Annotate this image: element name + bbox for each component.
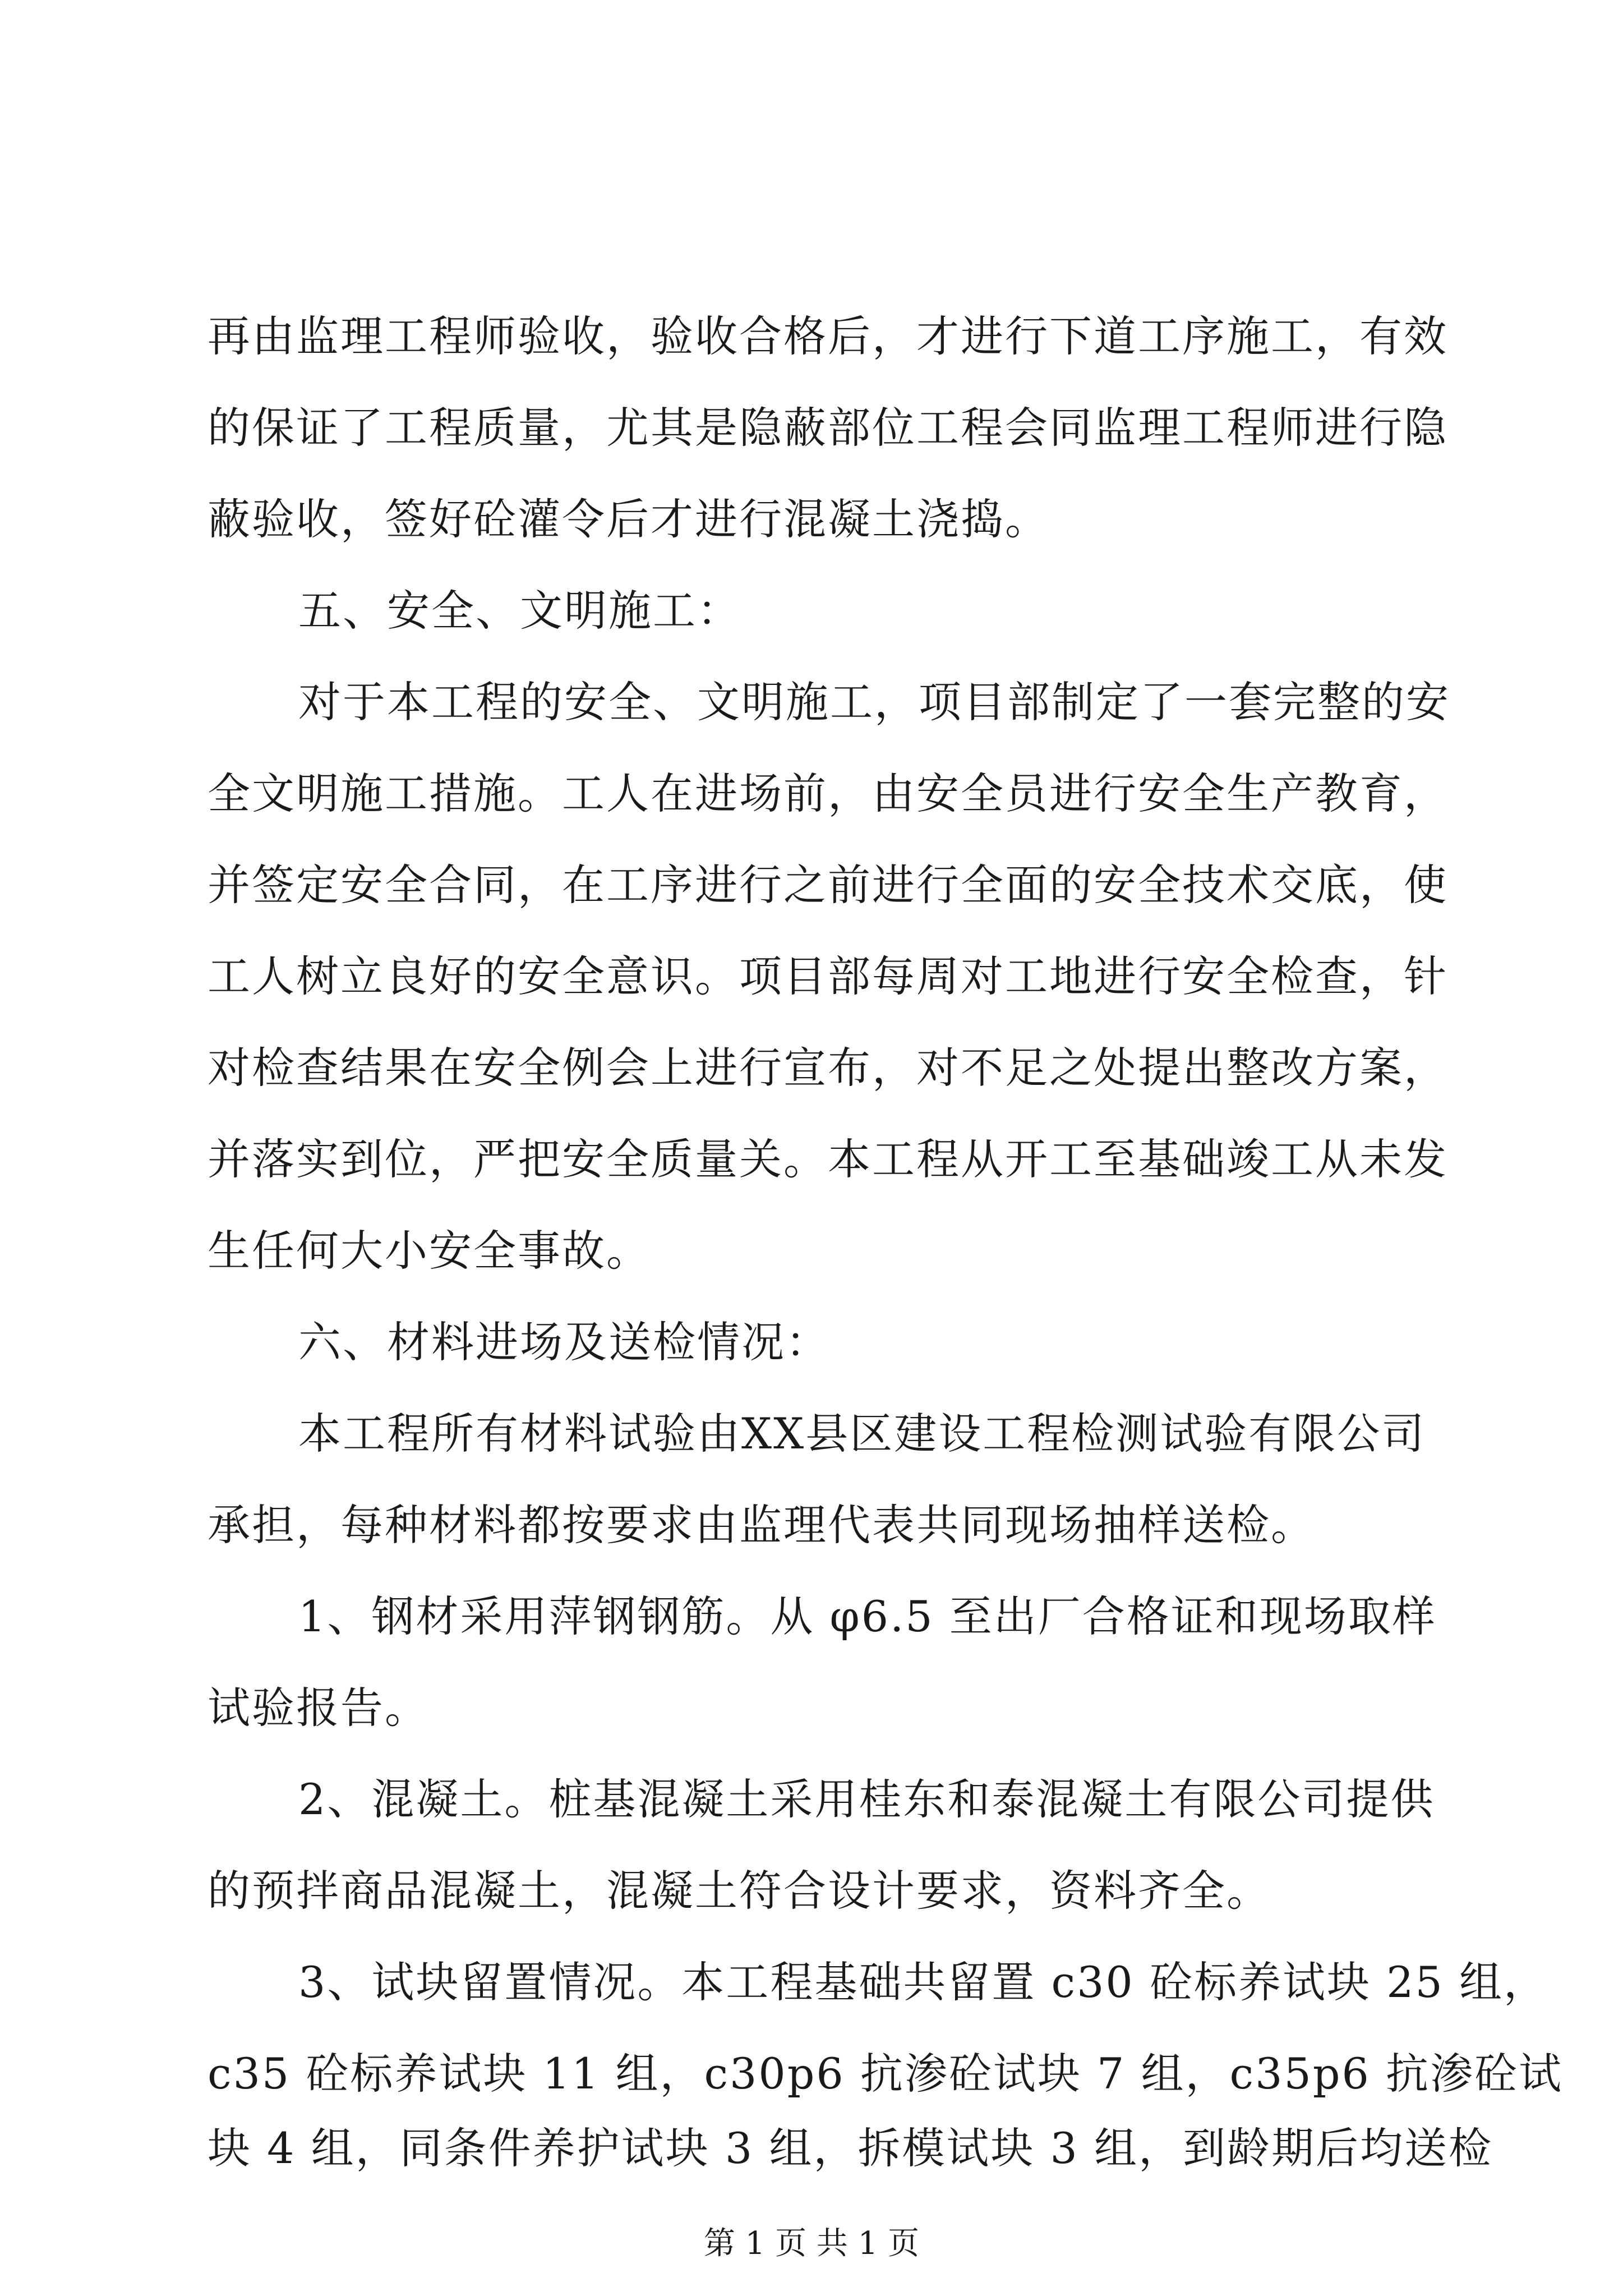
section-heading: 五、安全、文明施工： xyxy=(298,586,741,636)
text-line: 本工程所有材料试验由XX县区建设工程检测试验有限公司 xyxy=(298,1409,1426,1458)
text-line: 全文明施工措施。工人在进场前，由安全员进行安全生产教育， xyxy=(208,769,1448,818)
text-line: c35 砼标养试块 11 组，c30p6 抗渗砼试块 7 组，c35p6 抗渗砼试 xyxy=(208,2049,1563,2099)
text-line: 生任何大小安全事故。 xyxy=(208,1226,651,1276)
text-line: 工人树立良好的安全意识。项目部每周对工地进行安全检查，针 xyxy=(208,951,1448,1001)
text-line: 2、混凝土。桩基混凝土采用桂东和泰混凝土有限公司提供 xyxy=(298,1774,1435,1824)
text-line: 并签定安全合同，在工序进行之前进行全面的安全技术交底，使 xyxy=(208,860,1448,910)
text-line: 试验报告。 xyxy=(208,1683,429,1733)
text-line: 承担，每种材料都按要求由监理代表共同现场抽样送检。 xyxy=(208,1500,1315,1550)
text-line: 对于本工程的安全、文明施工，项目部制定了一套完整的安 xyxy=(298,677,1450,727)
text-line: 蔽验收，签好砼灌令后才进行混凝土浇捣。 xyxy=(208,494,1049,544)
text-line: 块 4 组，同条件养护试块 3 组，拆模试块 3 组，到龄期后均送检 xyxy=(208,2123,1493,2173)
text-line: 再由监理工程师验收，验收合格后，才进行下道工序施工，有效 xyxy=(208,311,1448,361)
text-line: 3、试块留置情况。本工程基础共留置 c30 砼标养试块 25 组， xyxy=(298,1957,1548,2007)
section-heading: 六、材料进场及送检情况： xyxy=(298,1317,830,1367)
text-line: 对检查结果在安全例会上进行宣布，对不足之处提出整改方案， xyxy=(208,1043,1448,1093)
text-line: 的预拌商品混凝土，混凝土符合设计要求，资料齐全。 xyxy=(208,1866,1271,1916)
text-line: 并落实到位，严把安全质量关。本工程从开工至基础竣工从未发 xyxy=(208,1134,1448,1184)
text-line: 的保证了工程质量，尤其是隐蔽部位工程会同监理工程师进行隐 xyxy=(208,403,1448,453)
page-footer: 第 1 页 共 1 页 xyxy=(703,2225,920,2262)
text-line: 1、钢材采用萍钢钢筋。从 φ6.5 至出厂合格证和现场取样 xyxy=(298,1591,1437,1641)
